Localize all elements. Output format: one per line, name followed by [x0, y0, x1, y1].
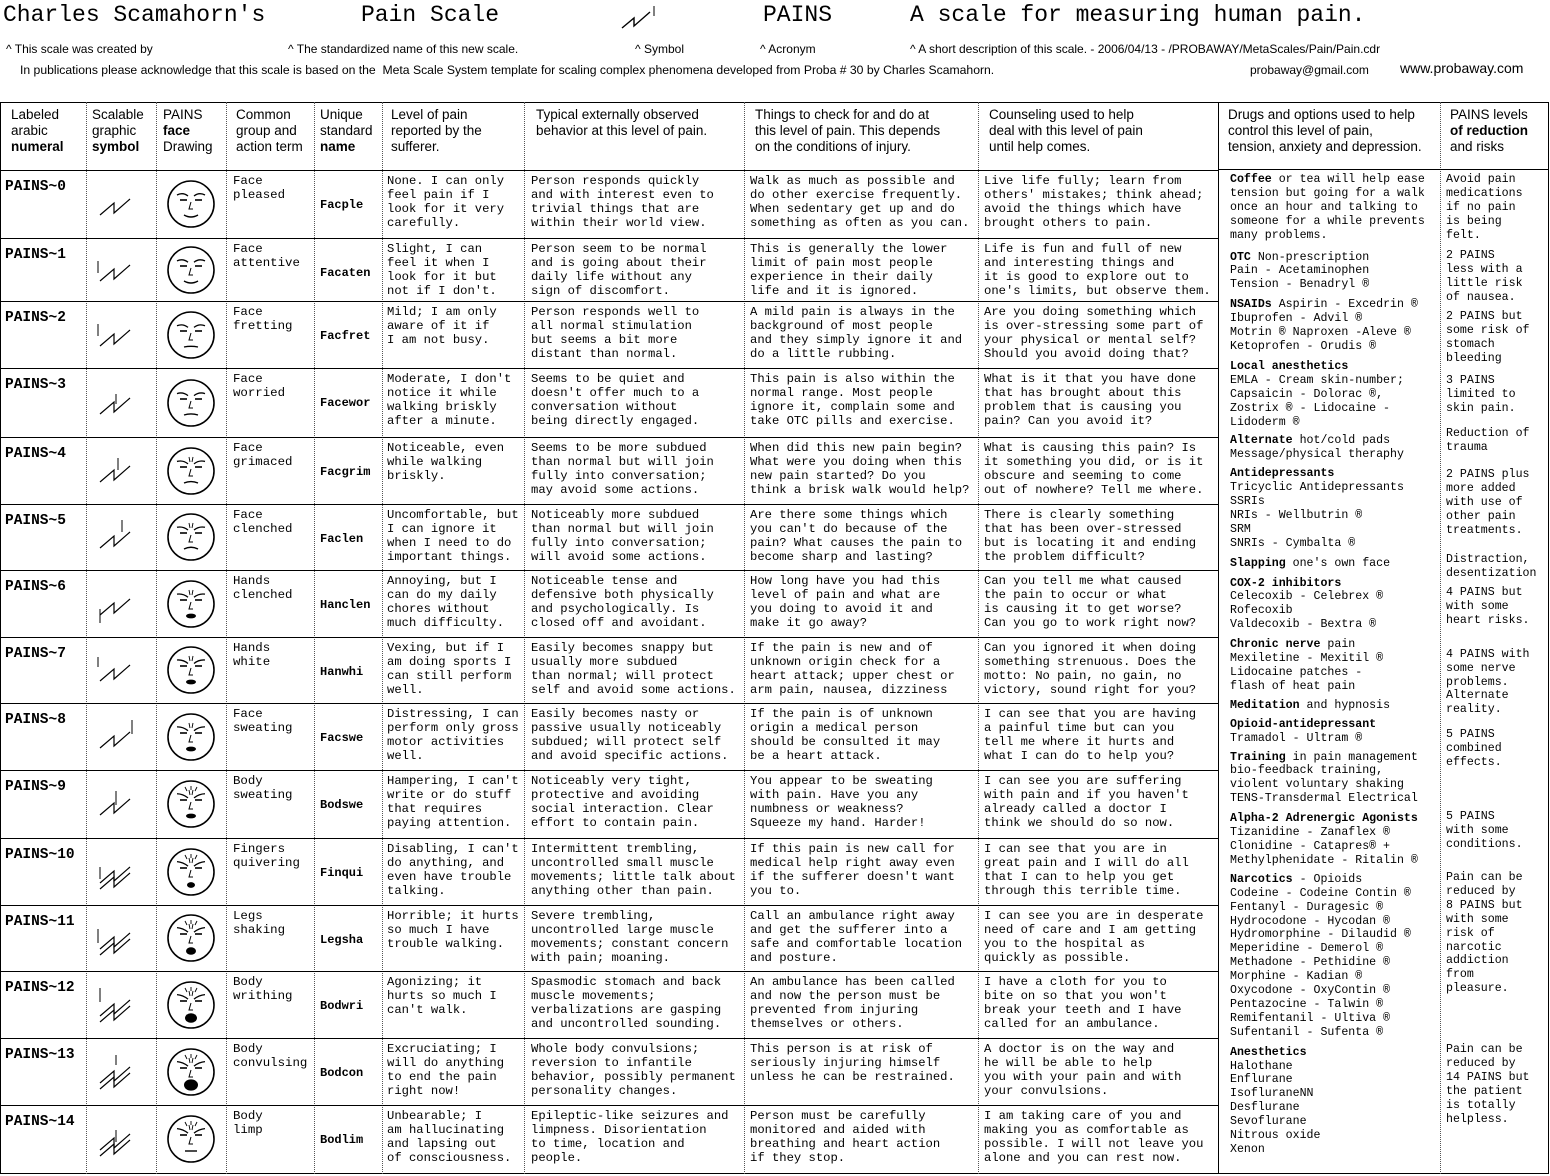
pain-face-icon [165, 644, 217, 696]
drug-group-items: in pain management bio-feedback training, violent voluntary shaking TENS-Transdermal Electrical [1230, 750, 1418, 806]
title-author: Charles Scamahorn's [3, 2, 266, 28]
pain-symbol-icon [92, 247, 152, 293]
pain-face-icon [165, 912, 217, 964]
pain-symbol-icon [92, 1116, 152, 1162]
pain-face-icon [165, 1113, 217, 1165]
table-row [0, 905, 1218, 971]
pain-level-label: PAINS~8 [5, 712, 66, 728]
drug-group-title: Meditation [1230, 698, 1300, 712]
pain-symbol-icon [92, 647, 152, 693]
drug-group-title: COX-2 inhibitors [1230, 576, 1342, 590]
drug-group-title: Opioid-antidepressant [1230, 717, 1377, 731]
pain-face [165, 644, 217, 696]
drug-group-items: pain Mexiletine - Mexitil ® Lidocaine patches - flash of heat pain [1230, 638, 1384, 693]
standard-name: Facple [320, 198, 364, 212]
pain-symbol [92, 1116, 152, 1162]
pain-face [165, 309, 217, 361]
col-header-counseling: Counseling used to help deal with this level of pain until help comes. [989, 107, 1143, 154]
drug-group-items: Tricyclic Antidepressants SSRIs NRIs - Wellbutrin ® SRM SNRIs - Cymbalta ® [1230, 481, 1404, 550]
table-row [0, 170, 1218, 238]
drug-group-title: Local anesthetics [1230, 359, 1349, 373]
reduction-note: 5 PAINS with some conditions. [1446, 810, 1523, 851]
drug-group [1225, 718, 1439, 746]
drug-group-items: Tizanidine - Zanaflex ® Clonidine - Catapres® + Methylphenidate - Ritalin ® [1230, 826, 1418, 867]
pain-level-label: PAINS~13 [5, 1047, 75, 1063]
observed-text: Noticeable tense and defensive both physically and psychologically. Is closed off and avoidant. [531, 575, 714, 630]
reduction-note: 3 PAINS limited to skin pain. [1446, 374, 1516, 415]
pain-face [165, 445, 217, 497]
standard-name: Facewor [320, 396, 371, 410]
reported-text: Moderate, I don't notice it while walking briskly after a minute. [387, 373, 512, 428]
pain-face [165, 178, 217, 230]
observed-text: Person seem to be normal and is going about their daily life without any sign of discomfort. [531, 243, 707, 298]
drug-group-items: Tramadol - Ultram ® [1230, 731, 1363, 745]
col-header-group: Common group and action term [236, 107, 303, 154]
drug-group [1225, 812, 1439, 868]
observed-text: Person responds quickly and with interest even to trivial things that are within their world view. [531, 175, 714, 230]
note-description: ^ A short description of this scale. - 2006/04/13 - /PROBAWAY/MetaScales/Pain/Pain.cdr [910, 42, 1381, 56]
pain-face [165, 1113, 217, 1165]
table-row [0, 971, 1218, 1038]
observed-text: Seems to be quiet and doesn't offer much to a conversation without being directly engaged. [531, 373, 700, 428]
drug-group [1225, 751, 1439, 807]
observed-text: Noticeably very tight, protective and avoiding social interaction. Clear effort to contain pain. [531, 775, 714, 830]
pain-symbol-icon [92, 380, 152, 426]
drug-group-items: Non-prescription Pain - Acetaminophen Tension - Benadryl ® [1230, 250, 1370, 292]
standard-name: Hanclen [320, 598, 371, 612]
pain-symbol [92, 247, 152, 293]
standard-name: Bodcon [320, 1066, 364, 1080]
note-name: ^ The standardized name of this new scale. [288, 42, 519, 56]
pain-face-icon [165, 178, 217, 230]
pain-face [165, 778, 217, 830]
group-term: Body sweating [233, 775, 293, 802]
pain-level-label: PAINS~0 [5, 179, 66, 195]
standard-name: Bodwri [320, 999, 364, 1013]
col-header-face: PAINS face Drawing [163, 107, 213, 154]
drug-group [1225, 173, 1439, 243]
counseling-text: There is clearly something that has been over-stressed but is locating it and ending the problem difficult? [984, 509, 1197, 564]
drug-group-items: one's own face [1285, 556, 1391, 570]
reduction-note: 2 PAINS plus more added with use of other pain treatments. [1446, 468, 1530, 537]
pain-symbol [92, 181, 152, 227]
pain-face-icon [165, 244, 217, 296]
check-text: If this pain is new call for medical help right away even if the sufferer doesn't want you to. [750, 843, 955, 898]
reduction-note: Alternate reality. [1446, 689, 1509, 716]
pain-symbol [92, 781, 152, 827]
reduction-note: 2 PAINS less with a little risk of nausea. [1446, 249, 1523, 304]
table-row [0, 1038, 1218, 1105]
check-text: This person is at risk of seriously injuring himself unless he can be restrained. [750, 1043, 955, 1084]
reported-text: Agonizing; it hurts so much I can't walk. [387, 976, 497, 1017]
pain-symbol [92, 514, 152, 560]
pain-symbol-icon [92, 849, 152, 895]
drug-group-items: and hypnosis [1299, 698, 1391, 712]
observed-text: Seems to be more subdued than normal but will join fully into conversation; may avoid some actions. [531, 442, 714, 497]
website-link[interactable]: www.probaway.com [1400, 60, 1524, 76]
pain-symbol [92, 714, 152, 760]
drug-group [1225, 251, 1439, 293]
reported-text: Unbearable; I am hallucinating and lapsing out of consciousness. [387, 1110, 512, 1165]
counseling-text: Live life fully; learn from others' mistakes; think ahead; avoid the things which have brought others to pain. [984, 175, 1204, 230]
pain-symbol-icon [92, 514, 152, 560]
note-author: ^ This scale was created by [6, 42, 153, 56]
observed-text: Severe trembling, uncontrolled large muscle movements; constant concern with pain; moaning. [531, 910, 729, 965]
standard-name: Hanwhi [320, 665, 364, 679]
col-header-name: Unique standard name [320, 107, 373, 154]
check-text: Walk as much as possible and do other exercise frequently. When sedentary get up and do something as often as you can. [750, 175, 970, 230]
group-term: Face fretting [233, 306, 293, 333]
pain-face-icon [165, 578, 217, 630]
pain-symbol [92, 982, 152, 1028]
counseling-text: Are you doing something which is over-stressing some part of your physical or mental self? Should you avoid doing that? [984, 306, 1204, 361]
pain-face [165, 711, 217, 763]
pain-symbol [92, 915, 152, 961]
check-text: An ambulance has been called and now the person must be prevented from injuring themselves or others. [750, 976, 955, 1031]
pain-symbol [92, 581, 152, 627]
group-term: Face grimaced [233, 442, 293, 469]
group-term: Face pleased [233, 175, 286, 202]
reported-text: Excruciating; I will do anything to end the pain right now! [387, 1043, 505, 1098]
table-row [0, 637, 1218, 703]
pain-level-label: PAINS~1 [5, 247, 66, 263]
counseling-text: Life is fun and full of new and interesting things and it is good to explore out to one's limits, but observe them. [984, 243, 1211, 298]
observed-text: Easily becomes snappy but usually more subdued than normal; will protect self and avoid some actions. [531, 642, 736, 697]
pain-face-icon [165, 778, 217, 830]
pain-face-icon [165, 846, 217, 898]
col-header-numeral: Labeled arabic numeral [11, 107, 64, 154]
standard-name: Bodswe [320, 798, 364, 812]
observed-text: Whole body convulsions; reversion to infantile behavior, possibly permanent personality changes. [531, 1043, 736, 1098]
counseling-text: I have a cloth for you to bite on so that you won't break your teeth and I have called for an ambulance. [984, 976, 1182, 1031]
pains-symbol-icon [620, 4, 660, 34]
drug-group-items: EMLA - Cream skin-number; Capsaicin - Dolorac ®, Zostrix ® - Lidocaine - Lidoderm ® [1230, 373, 1404, 429]
note-symbol: ^ Symbol [635, 42, 684, 56]
pain-face [165, 979, 217, 1031]
counseling-text: Can you tell me what caused the pain to occur or what is causing it to get worse? Can you go to work right now? [984, 575, 1197, 630]
counseling-text: A doctor is on the way and he will be able to help you with your pain and with your convulsions. [984, 1043, 1182, 1098]
table-row [0, 838, 1218, 905]
group-term: Body limp [233, 1110, 263, 1137]
table-row [0, 437, 1218, 504]
drug-group-title: Anesthetics [1230, 1045, 1307, 1059]
reported-text: Uncomfortable, but I can ignore it when I need to do important things. [387, 509, 519, 564]
drug-group [1225, 577, 1439, 633]
reduction-note: Avoid pain medications if no pain is being felt. [1446, 173, 1523, 242]
pain-symbol-icon [92, 1049, 152, 1095]
drug-group [1225, 360, 1439, 430]
group-term: Legs shaking [233, 910, 286, 937]
drug-group-title: Alpha-2 Adrenergic Agonists [1230, 812, 1418, 826]
pain-level-label: PAINS~4 [5, 446, 66, 462]
reduction-note: Pain can be reduced by 8 PAINS but with some risk of narcotic addiction from pleasure. [1446, 871, 1523, 996]
pain-symbol-icon [92, 714, 152, 760]
pain-symbol-icon [92, 915, 152, 961]
pain-symbol-icon [92, 312, 152, 358]
reported-text: Disabling, I can't do anything, and even have trouble talking. [387, 843, 519, 898]
email-link[interactable]: probaway@gmail.com [1250, 63, 1369, 77]
standard-name: Facfret [320, 329, 371, 343]
table-row [0, 238, 1218, 301]
check-text: This is generally the lower limit of pain most people experience in their daily life and it is ignored. [750, 243, 948, 298]
drug-group-title: Coffee [1230, 173, 1272, 186]
col-header-check: Things to check for and do at this level of pain. This depends on the conditions of injury. [755, 107, 941, 154]
col-header-reduction: PAINS levels of reduction and risks [1450, 107, 1528, 154]
credit-line: In publications please acknowledge that this scale is based on the Meta Scale System template for scaling complex phenomena developed from Proba # 30 by Charles Scamahorn. [20, 63, 995, 77]
counseling-text: Can you ignored it when doing something strenuous. Does the motto: No pain, no gain, no victory, sound right for you? [984, 642, 1197, 697]
drugs-column [1225, 173, 1439, 1173]
drug-group-title: OTC [1230, 250, 1251, 264]
standard-name: Bodlim [320, 1133, 364, 1147]
pain-level-label: PAINS~14 [5, 1114, 75, 1130]
pain-symbol-icon [92, 781, 152, 827]
counseling-text: I am taking care of you and making you as comfortable as possible. I will not leave you alone and you can rest now. [984, 1110, 1204, 1165]
pain-symbol-icon [92, 448, 152, 494]
group-term: Face sweating [233, 708, 293, 735]
reduction-note: 2 PAINS but some risk of stomach bleeding [1446, 310, 1530, 365]
check-text: A mild pain is always in the background of most people and they simply ignore it and do a little rubbing. [750, 306, 963, 361]
check-text: Call an ambulance right away and get the sufferer into a safe and comfortable location and posture. [750, 910, 963, 965]
standard-name: Facgrim [320, 465, 371, 479]
pain-face [165, 846, 217, 898]
table-row [0, 368, 1218, 437]
reduction-note: Reduction of trauma [1446, 427, 1530, 454]
reported-text: Vexing, but if I am doing sports I can still perform well. [387, 642, 512, 697]
table-row [0, 1105, 1218, 1173]
check-text: Person must be carefully monitored and aided with breathing and heart action if they stop. [750, 1110, 941, 1165]
table-row [0, 703, 1218, 770]
drug-group [1225, 467, 1439, 550]
drug-group-items: Halothane Enflurane IsofluraneNN Desflurane Sevoflurane Nitrous oxide Xenon [1230, 1059, 1321, 1156]
drug-group-items: hot/cold pads Message/physical theraphy [1230, 434, 1404, 462]
observed-text: Epileptic-like seizures and limpness. Disorientation to time, location and people. [531, 1110, 729, 1165]
group-term: Fingers quivering [233, 843, 300, 870]
pain-face-icon [165, 711, 217, 763]
check-text: How long have you had this level of pain and what are you doing to avoid it and make it go away? [750, 575, 941, 630]
drug-group-title: NSAIDs [1230, 298, 1272, 312]
pain-symbol-icon [92, 181, 152, 227]
table-row [0, 770, 1218, 838]
drug-group-title: Chronic nerve [1230, 638, 1321, 652]
drug-group-items: or tea will help ease tension but going for a walk once an hour and talking to someone for a while prevents many problems. [1230, 173, 1425, 242]
observed-text: Noticeably more subdued than normal but will join fully into conversation; will avoid some actions. [531, 509, 714, 564]
counseling-text: What is it that you have done that has brought about this problem that is causing you pain? Can you avoid it? [984, 373, 1197, 428]
check-text: If the pain is new and of unknown origin check for a heart attack; upper chest or arm pain, nausea, dizziness [750, 642, 955, 697]
pain-face-icon [165, 377, 217, 429]
pain-face [165, 511, 217, 563]
reduction-note: 4 PAINS with some nerve problems. [1446, 648, 1530, 689]
group-term: Face clenched [233, 509, 293, 536]
pain-level-label: PAINS~10 [5, 847, 75, 863]
group-term: Hands clenched [233, 575, 293, 602]
pain-symbol [92, 448, 152, 494]
group-term: Body writhing [233, 976, 293, 1003]
pain-symbol [92, 647, 152, 693]
counseling-text: What is causing this pain? Is it something you did, or is it obscure and seeming to come out of nowhere? Tell me where. [984, 442, 1204, 497]
reported-text: Hampering, I can't write or do stuff that requires paying attention. [387, 775, 519, 830]
reduction-note: Pain can be reduced by 14 PAINS but the patient is totally helpless. [1446, 1043, 1530, 1126]
drug-group [1225, 434, 1439, 462]
counseling-text: I can see you are in desperate need of care and I am getting you to the hospital as quickly as possible. [984, 910, 1204, 965]
pain-face-icon [165, 309, 217, 361]
pain-level-label: PAINS~2 [5, 310, 66, 326]
drug-group-items: Aspirin - Excedrin ® Ibuprofen - Advil ® Motrin ® Naproxen -Aleve ® Ketoprofen - Orudis ® [1230, 298, 1418, 353]
drug-group-items: Celecoxib - Celebrex ® Rofecoxib Valdecoxib - Bextra ® [1230, 590, 1384, 632]
standard-name: Faclen [320, 532, 364, 546]
pain-face-icon [165, 979, 217, 1031]
reduction-note: 4 PAINS but with some heart risks. [1446, 586, 1530, 627]
reduction-note: 5 PAINS combined effects. [1446, 728, 1502, 769]
standard-name: Facaten [320, 266, 371, 280]
pain-face-icon [165, 511, 217, 563]
reported-text: Horrible; it hurts so much I have trouble walking. [387, 910, 519, 951]
drug-group-title: Slapping [1230, 556, 1286, 570]
pain-face-icon [165, 445, 217, 497]
pain-face [165, 578, 217, 630]
col-header-reported: Level of pain reported by the sufferer. [391, 107, 482, 154]
counseling-text: I can see that you are in great pain and I will do all that I can to help you get through this terrible time. [984, 843, 1189, 898]
pain-symbol-icon [92, 982, 152, 1028]
counseling-text: I can see that you are having a painful time but can you tell me where it hurts and what I can do to help you? [984, 708, 1197, 763]
pain-level-label: PAINS~9 [5, 779, 66, 795]
pain-symbol [92, 312, 152, 358]
scale-header [0, 0, 1550, 100]
pain-level-label: PAINS~11 [5, 914, 75, 930]
check-text: When did this new pain begin? What were you doing when this new pain started? Do you think a brisk walk would help? [750, 442, 970, 497]
observed-text: Easily becomes nasty or passive usually noticeably subdued; will protect self and avoid specific actions. [531, 708, 729, 763]
reported-text: Annoying, but I can do my daily chores without much difficulty. [387, 575, 505, 630]
pain-level-label: PAINS~12 [5, 980, 75, 996]
drug-group-title: Narcotics [1230, 872, 1293, 886]
reported-text: Noticeable, even while walking briskly. [387, 442, 505, 483]
reported-text: None. I can only feel pain if I look for it very carefully. [387, 175, 505, 230]
reported-text: Slight, I can feel it when I look for it but not if I don't. [387, 243, 497, 298]
col-header-drugs: Drugs and options used to help control this level of pain, tension, anxiety and depression. [1228, 107, 1422, 154]
col-header-observed: Typical externally observed behavior at this level of pain. [536, 107, 708, 138]
counseling-text: I can see you are suffering with pain and if you haven't already called a doctor I think we should do so now. [984, 775, 1189, 830]
pain-symbol [92, 849, 152, 895]
group-term: Face attentive [233, 243, 300, 270]
check-text: This pain is also within the normal range. Most people ignore it, complain some and take OTC pills and exercise. [750, 373, 955, 428]
reported-text: Mild; I am only aware of it if I am not busy. [387, 306, 497, 347]
observed-text: Intermittent trembling, uncontrolled small muscle movements; little talk about anything other than pain. [531, 843, 736, 898]
pain-face [165, 912, 217, 964]
drug-group [1225, 699, 1439, 713]
pain-face [165, 1046, 217, 1098]
reduction-column [1441, 173, 1549, 1173]
title-name: Pain Scale [361, 2, 500, 28]
pain-level-label: PAINS~6 [5, 579, 66, 595]
group-term: Hands white [233, 642, 271, 669]
pain-face-icon [165, 1046, 217, 1098]
pain-face [165, 377, 217, 429]
observed-text: Spasmodic stomach and back muscle movements; verbalizations are gasping and uncontrolled sounding. [531, 976, 722, 1031]
pain-level-label: PAINS~3 [5, 377, 66, 393]
check-text: Are there some things which you can't do because of the pain? What causes the pain to become sharp and lasting? [750, 509, 963, 564]
drug-group-title: Antidepressants [1230, 467, 1335, 481]
check-text: If the pain is of unknown origin a medical person should be consulted it may be a heart attack. [750, 708, 941, 763]
table-row [0, 570, 1218, 637]
pain-level-label: PAINS~7 [5, 646, 66, 662]
col-header-symbol: Scalable graphic symbol [92, 107, 144, 154]
standard-name: Legsha [320, 933, 364, 947]
drug-group [1225, 873, 1439, 1040]
group-term: Body convulsing [233, 1043, 308, 1070]
drug-group [1225, 298, 1439, 354]
pain-level-label: PAINS~5 [5, 513, 66, 529]
note-acronym: ^ Acronym [760, 42, 816, 56]
drug-group-title: Alternate [1230, 434, 1293, 448]
drug-group-title: Training [1230, 750, 1286, 764]
pain-symbol [92, 380, 152, 426]
drug-group-items: - Opioids Codeine - Codeine Contin ® Fentanyl - Duragesic ® Hydrocodone - Hycodan ® Hydromorphine - Dilaudid ® Meperidine - Demerol ® Methadone - Pethidine ® Morphine - Kadian ® Oxycodone - OxyContin ® Pentazocine - Talwin ® Remifentanil - Ultiva ® Sufentanil - Sufenta ® [1230, 872, 1411, 1039]
drug-group [1225, 1046, 1439, 1157]
pain-symbol-icon [92, 581, 152, 627]
standard-name: Facswe [320, 731, 364, 745]
table-row [0, 301, 1218, 368]
pain-face [165, 244, 217, 296]
title-acronym: PAINS [763, 2, 833, 28]
title-description: A scale for measuring human pain. [910, 2, 1366, 28]
drug-group [1225, 638, 1439, 694]
observed-text: Person responds well to all normal stimulation but seems a bit more distant than normal. [531, 306, 700, 361]
standard-name: Finqui [320, 866, 364, 880]
check-text: You appear to be sweating with pain. Have you any numbness or weakness? Squeeze my hand. Harder! [750, 775, 933, 830]
pain-symbol [92, 1049, 152, 1095]
reported-text: Distressing, I can perform only gross motor activities well. [387, 708, 519, 763]
drug-group [1225, 557, 1439, 571]
table-row [0, 504, 1218, 570]
pain-scale-table [0, 102, 1550, 1176]
reduction-note: Distraction, desentization [1446, 553, 1537, 580]
group-term: Face worried [233, 373, 286, 400]
